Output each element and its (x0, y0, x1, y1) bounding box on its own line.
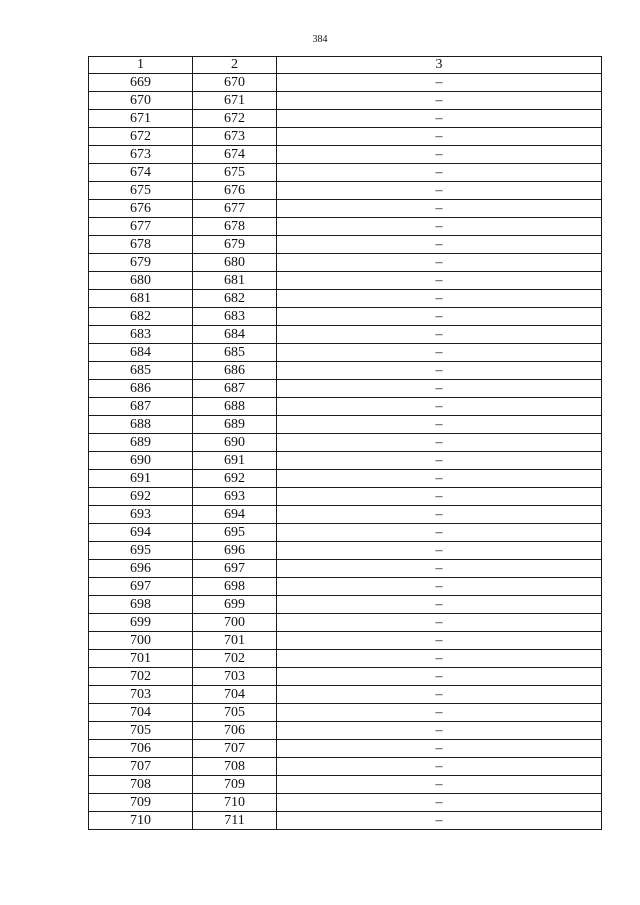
table-header-row (89, 57, 602, 74)
table-cell-col-1: 706 (89, 740, 193, 758)
table-cell-col-1: 677 (89, 218, 193, 236)
table-cell-col-2: 698 (193, 578, 277, 596)
table-cell-col-2: 692 (193, 470, 277, 488)
table-cell-col-1: 697 (89, 578, 193, 596)
table-cell-col-3: – (277, 812, 602, 830)
table-cell-col-1: 708 (89, 776, 193, 794)
table-row (89, 776, 602, 794)
table-cell-col-1: 702 (89, 668, 193, 686)
table-cell-col-3: – (277, 434, 602, 452)
table-cell-col-3: – (277, 578, 602, 596)
table-row (89, 290, 602, 308)
table-cell-col-3: – (277, 794, 602, 812)
table-row (89, 236, 602, 254)
table-cell-col-2: 691 (193, 452, 277, 470)
table-cell-col-3: – (277, 146, 602, 164)
table-cell-col-2: 684 (193, 326, 277, 344)
table-cell-col-3: – (277, 200, 602, 218)
table-row (89, 686, 602, 704)
table-row (89, 596, 602, 614)
table-cell-col-2: 681 (193, 272, 277, 290)
table-cell-col-1: 693 (89, 506, 193, 524)
table-cell-col-3: – (277, 164, 602, 182)
table-cell-col-1: 670 (89, 92, 193, 110)
table-cell-col-2: 686 (193, 362, 277, 380)
table-cell-col-3: – (277, 344, 602, 362)
table-cell-col-2: 702 (193, 650, 277, 668)
table-cell-col-2: 709 (193, 776, 277, 794)
table-cell-col-3: – (277, 704, 602, 722)
table-row (89, 560, 602, 578)
table-cell-col-1: 707 (89, 758, 193, 776)
table-cell-col-1: 694 (89, 524, 193, 542)
table-cell-col-3: – (277, 74, 602, 92)
table-row (89, 812, 602, 830)
table-cell-col-3: – (277, 470, 602, 488)
table-row (89, 182, 602, 200)
table-row (89, 452, 602, 470)
table-cell-col-2: 683 (193, 308, 277, 326)
table-cell-col-1: 692 (89, 488, 193, 506)
table-row (89, 632, 602, 650)
table-cell-col-1: 703 (89, 686, 193, 704)
table-cell-col-1: 700 (89, 632, 193, 650)
table-row (89, 704, 602, 722)
table-cell-col-1: 683 (89, 326, 193, 344)
table-cell-col-1: 681 (89, 290, 193, 308)
table-cell-col-1: 674 (89, 164, 193, 182)
table-cell-col-2: 679 (193, 236, 277, 254)
table-cell-col-3: – (277, 92, 602, 110)
table-cell-col-3: – (277, 272, 602, 290)
table-cell-col-2: 671 (193, 92, 277, 110)
table-cell-col-2: 678 (193, 218, 277, 236)
table-cell-col-2: 703 (193, 668, 277, 686)
table-cell-col-1: 705 (89, 722, 193, 740)
table-cell-col-1: 685 (89, 362, 193, 380)
table-row (89, 128, 602, 146)
table-cell-col-2: 693 (193, 488, 277, 506)
table-row (89, 308, 602, 326)
table-row (89, 344, 602, 362)
data-table (88, 56, 602, 830)
table-cell-col-3: – (277, 290, 602, 308)
table-cell-col-2: 711 (193, 812, 277, 830)
table-row (89, 254, 602, 272)
table-row (89, 578, 602, 596)
table-row (89, 218, 602, 236)
table-row (89, 794, 602, 812)
table-cell-col-2: 707 (193, 740, 277, 758)
table-row (89, 362, 602, 380)
table-cell-col-3: – (277, 740, 602, 758)
table-row (89, 722, 602, 740)
table-cell-col-2: 688 (193, 398, 277, 416)
table-cell-col-3: – (277, 668, 602, 686)
table-row (89, 326, 602, 344)
table-cell-col-2: 673 (193, 128, 277, 146)
table-cell-col-1: 678 (89, 236, 193, 254)
table-cell-col-1: 682 (89, 308, 193, 326)
table-cell-col-3: – (277, 452, 602, 470)
table-cell-col-3: – (277, 686, 602, 704)
table-cell-col-2: 696 (193, 542, 277, 560)
table-cell-col-2: 674 (193, 146, 277, 164)
table-cell-col-1: 672 (89, 128, 193, 146)
table-cell-col-3: – (277, 524, 602, 542)
table-cell-col-2: 670 (193, 74, 277, 92)
table-cell-col-3: – (277, 182, 602, 200)
table-cell-col-2: 704 (193, 686, 277, 704)
table-cell-col-3: – (277, 308, 602, 326)
table-cell-col-2: 685 (193, 344, 277, 362)
column-header-1: 1 (89, 57, 193, 74)
table-cell-col-3: – (277, 776, 602, 794)
table-cell-col-3: – (277, 542, 602, 560)
table-cell-col-1: 691 (89, 470, 193, 488)
table-cell-col-1: 696 (89, 560, 193, 578)
table-cell-col-3: – (277, 236, 602, 254)
table-cell-col-3: – (277, 128, 602, 146)
table-cell-col-2: 700 (193, 614, 277, 632)
table-row (89, 740, 602, 758)
table-row (89, 488, 602, 506)
table-cell-col-1: 687 (89, 398, 193, 416)
page-number: 384 (312, 34, 328, 45)
table-row (89, 542, 602, 560)
table-cell-col-3: – (277, 254, 602, 272)
table-cell-col-1: 704 (89, 704, 193, 722)
table-cell-col-3: – (277, 560, 602, 578)
table-cell-col-3: – (277, 398, 602, 416)
table-cell-col-1: 688 (89, 416, 193, 434)
table-cell-col-1: 680 (89, 272, 193, 290)
table-row (89, 110, 602, 128)
table-cell-col-1: 684 (89, 344, 193, 362)
table-cell-col-1: 701 (89, 650, 193, 668)
table-cell-col-3: – (277, 416, 602, 434)
table-cell-col-1: 690 (89, 452, 193, 470)
table-cell-col-1: 675 (89, 182, 193, 200)
table-cell-col-1: 686 (89, 380, 193, 398)
table-cell-col-2: 694 (193, 506, 277, 524)
table-cell-col-1: 695 (89, 542, 193, 560)
table-row (89, 506, 602, 524)
table-cell-col-2: 705 (193, 704, 277, 722)
table-cell-col-2: 689 (193, 416, 277, 434)
table-cell-col-2: 708 (193, 758, 277, 776)
table-row (89, 92, 602, 110)
table-cell-col-2: 706 (193, 722, 277, 740)
table-cell-col-1: 669 (89, 74, 193, 92)
table-row (89, 668, 602, 686)
table-cell-col-2: 672 (193, 110, 277, 128)
table-cell-col-3: – (277, 596, 602, 614)
table-row (89, 272, 602, 290)
table-cell-col-2: 682 (193, 290, 277, 308)
table-row (89, 434, 602, 452)
table-cell-col-3: – (277, 362, 602, 380)
table-cell-col-3: – (277, 614, 602, 632)
table-cell-col-3: – (277, 110, 602, 128)
table-cell-col-2: 680 (193, 254, 277, 272)
table-cell-col-1: 699 (89, 614, 193, 632)
column-header-2: 2 (193, 57, 277, 74)
table-cell-col-2: 687 (193, 380, 277, 398)
table-row (89, 74, 602, 92)
table-row (89, 380, 602, 398)
table-cell-col-3: – (277, 722, 602, 740)
table-cell-col-1: 671 (89, 110, 193, 128)
table-cell-col-2: 697 (193, 560, 277, 578)
table-row (89, 758, 602, 776)
table-cell-col-1: 689 (89, 434, 193, 452)
column-header-3: 3 (277, 57, 602, 74)
table-cell-col-2: 676 (193, 182, 277, 200)
table-cell-col-3: – (277, 326, 602, 344)
table-cell-col-2: 690 (193, 434, 277, 452)
table-cell-col-3: – (277, 488, 602, 506)
table-cell-col-2: 701 (193, 632, 277, 650)
table-cell-col-1: 710 (89, 812, 193, 830)
table-cell-col-1: 673 (89, 146, 193, 164)
table-row (89, 398, 602, 416)
table-row (89, 650, 602, 668)
table-row (89, 614, 602, 632)
table-cell-col-3: – (277, 380, 602, 398)
table-row (89, 200, 602, 218)
table-cell-col-1: 698 (89, 596, 193, 614)
table-cell-col-3: – (277, 218, 602, 236)
table-cell-col-3: – (277, 632, 602, 650)
table-cell-col-2: 675 (193, 164, 277, 182)
table-cell-col-2: 677 (193, 200, 277, 218)
table-cell-col-1: 679 (89, 254, 193, 272)
table-row (89, 524, 602, 542)
table-body (89, 74, 602, 830)
table-row (89, 416, 602, 434)
table-cell-col-2: 695 (193, 524, 277, 542)
table-cell-col-2: 710 (193, 794, 277, 812)
table-row (89, 164, 602, 182)
table-cell-col-3: – (277, 758, 602, 776)
table-cell-col-3: – (277, 650, 602, 668)
table-cell-col-2: 699 (193, 596, 277, 614)
table-cell-col-1: 676 (89, 200, 193, 218)
table-cell-col-3: – (277, 506, 602, 524)
table-row (89, 470, 602, 488)
table-cell-col-1: 709 (89, 794, 193, 812)
table-row (89, 146, 602, 164)
